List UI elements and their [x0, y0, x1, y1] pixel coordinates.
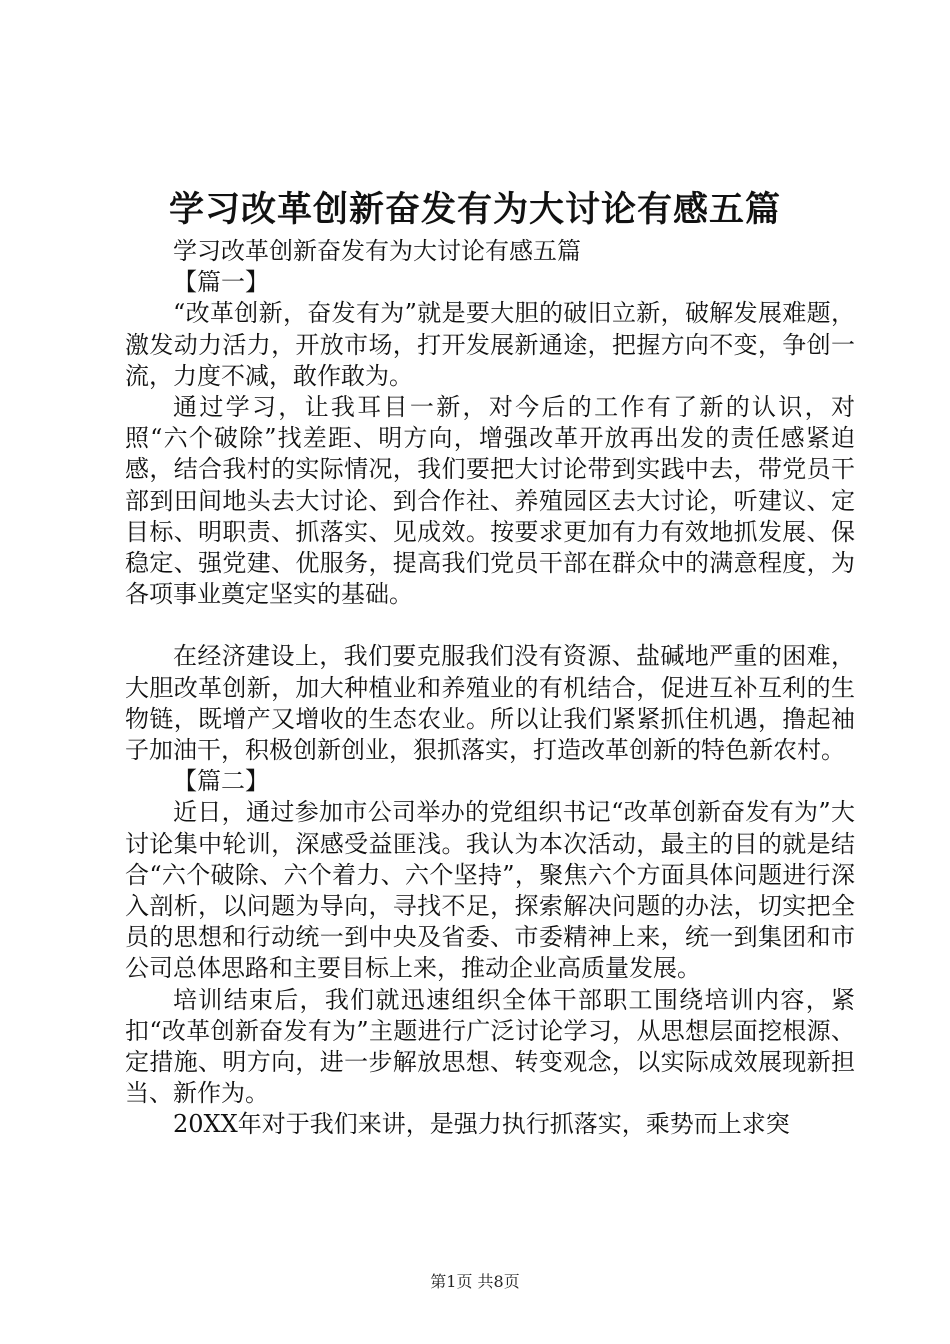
paragraph: 在经济建设上，我们要克服我们没有资源、盐碱地严重的困难，大胆改革创新，加大种植业和养殖业的有机结合，促进互补互利的生物链，既增产又增收的生态农业。所以让我们紧紧抓住机遇，撸起袖子加油干，积极创新创业，狠抓落实，打造改革创新的特色新农村。: [125, 642, 855, 765]
document-subtitle: 学习改革创新奋发有为大讨论有感五篇: [173, 237, 581, 265]
section-heading-2: 【篇二】: [173, 767, 269, 796]
paragraph-gap: [125, 610, 855, 641]
section-heading-1: 【篇一】: [173, 268, 269, 297]
paragraph: 培训结束后，我们就迅速组织全体干部职工围绕培训内容，紧扣“改革创新奋发有为”主题进行广泛讨论学习，从思想层面挖根源、定措施、明方向，进一步解放思想、转变观念，以实际成效展现新担当、新作为。: [125, 985, 855, 1108]
document-title: 学习改革创新奋发有为大讨论有感五篇: [168, 189, 781, 230]
page-number-footer: 第1页 共8页: [430, 1272, 520, 1291]
paragraph: “改革创新，奋发有为”就是要大胆的破旧立新，破解发展难题，激发动力活力，开放市场，打开发展新通途，把握方向不变，争创一流，力度不减，敢作敢为。: [125, 299, 855, 390]
paragraph: 通过学习，让我耳目一新，对今后的工作有了新的认识，对照“六个破除”找差距、明方向，增强改革开放再出发的责任感紧迫感，结合我村的实际情况，我们要把大讨论带到实践中去，带党员干部到田间地头去大讨论、到合作社、养殖园区去大讨论，听建议、定目标、明职责、抓落实、见成效。按要求更加有力有效地抓发展、保稳定、强党建、优服务，提高我们党员干部在群众中的满意程度，为各项事业奠定坚实的基础。: [125, 393, 855, 609]
paragraph: 20XX年对于我们来讲，是强力执行抓落实，乘势而上求突: [173, 1110, 790, 1139]
paragraph: 近日，通过参加市公司举办的党组织书记“改革创新奋发有为”大讨论集中轮训，深感受益匪浅。我认为本次活动，最主的目的就是结合“六个破除、六个着力、六个坚持”，聚焦六个方面具体问题进行深入剖析，以问题为导向，寻找不足，探索解决问题的办法，切实把全员的思想和行动统一到中央及省委、市委精神上来，统一到集团和市公司总体思路和主要目标上来，推动企业高质量发展。: [125, 798, 855, 983]
document-body: [125, 236, 855, 1141]
